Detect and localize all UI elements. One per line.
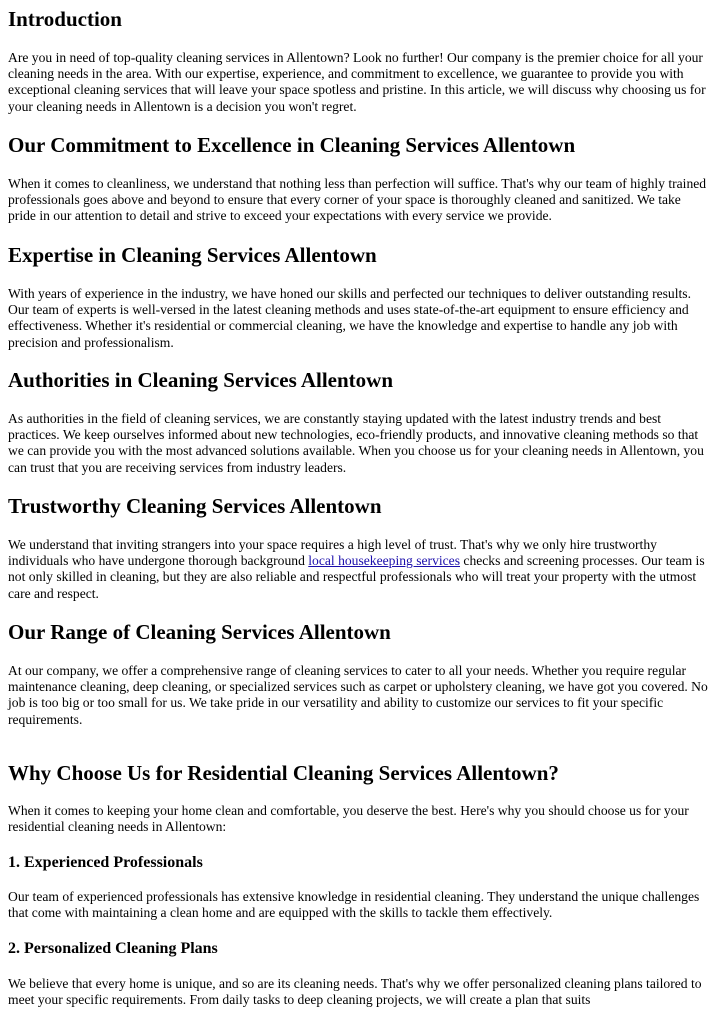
paragraph-range: At our company, we offer a comprehensive range of cleaning services to cater to all your needs. Whether you require regular maintenance cleaning, deep cleaning, or specialized services such as carpet or upholstery cleaning, we have got you covered. No job is too big or too small for us. We take pride in our versatility and ability to customize our services to fit your specific requirements. <box>8 663 708 727</box>
paragraph-personalized-cleaning-plans: We believe that every home is unique, and so are its cleaning needs. That's why we offer personalized cleaning plans tailored to meet your specific requirements. From daily tasks to deep cleaning projects, we will create a plan that suits <box>8 976 702 1008</box>
heading-authorities: Authorities in Cleaning Services Allentown <box>8 368 394 392</box>
heading-expertise: Expertise in Cleaning Services Allentown <box>8 243 377 267</box>
paragraph-trustworthy <box>8 537 712 602</box>
heading-commitment: Our Commitment to Excellence in Cleaning Services Allentown <box>8 133 576 157</box>
heading-experienced-professionals: 1. Experienced Professionals <box>8 854 203 871</box>
heading-residential: Why Choose Us for Residential Cleaning Services Allentown? <box>8 761 559 785</box>
heading-personalized-cleaning-plans: 2. Personalized Cleaning Plans <box>8 940 218 957</box>
paragraph-trustworthy-text-after: checks and screening processes. Our team is not only skilled in cleaning, but they are also reliable and respectful professionals who will treat your property with the utmost care and respect. <box>8 553 705 601</box>
paragraph-residential: When it comes to keeping your home clean and comfortable, you deserve the best. Here's why you should choose us for your residential cleaning needs in Allentown: <box>8 803 689 835</box>
paragraph-authorities: As authorities in the field of cleaning services, we are constantly staying updated with the latest industry trends and best practices. We keep ourselves informed about new technologies, eco-friendly products, and innovative cleaning methods so that we can provide you with the most advanced solutions available. When you choose us for your cleaning needs in Allentown, you can trust that you are receiving services from industry leaders. <box>8 411 704 475</box>
paragraph-commitment: When it comes to cleanliness, we understand that nothing less than perfection will suffice. That's why our team of highly trained professionals goes above and beyond to ensure that every corner of your space is thoroughly cleaned and sanitized. We take pride in our attention to detail and strive to exceed your expectations with every service we provide. <box>8 176 707 224</box>
paragraph-trustworthy-text-before: We understand that inviting strangers into your space requires a high level of trust. That's why we only hire trustworthy individuals who have undergone thorough background <box>8 537 657 569</box>
paragraph-experienced-professionals: Our team of experienced professionals has extensive knowledge in residential cleaning. They understand the unique challenges that come with maintaining a clean home and are equipped with the skills to tackle them effectively. <box>8 889 700 921</box>
heading-introduction: Introduction <box>8 7 122 31</box>
local-housekeeping-services-link[interactable]: local housekeeping services <box>308 553 461 569</box>
paragraph-introduction: Are you in need of top-quality cleaning services in Allentown? Look no further! Our company is the premier choice for all your cleaning needs in the area. With our expertise, experience, and commitment to excellence, we guarantee to provide you with exceptional cleaning services that will leave your space spotless and pristine. In this article, we will discuss why choosing us for your cleaning needs in Allentown is a decision you won't regret. <box>8 50 706 114</box>
heading-trustworthy: Trustworthy Cleaning Services Allentown <box>8 494 382 518</box>
heading-range: Our Range of Cleaning Services Allentown <box>8 620 391 644</box>
paragraph-expertise: With years of experience in the industry, we have honed our skills and perfected our techniques to deliver outstanding results. Our team of experts is well-versed in the latest cleaning methods and uses state-of-the-art equipment to ensure efficiency and effectiveness. Whether it's residential or commercial cleaning, we have the knowledge and expertise to handle any job with precision and professionalism. <box>8 286 691 350</box>
